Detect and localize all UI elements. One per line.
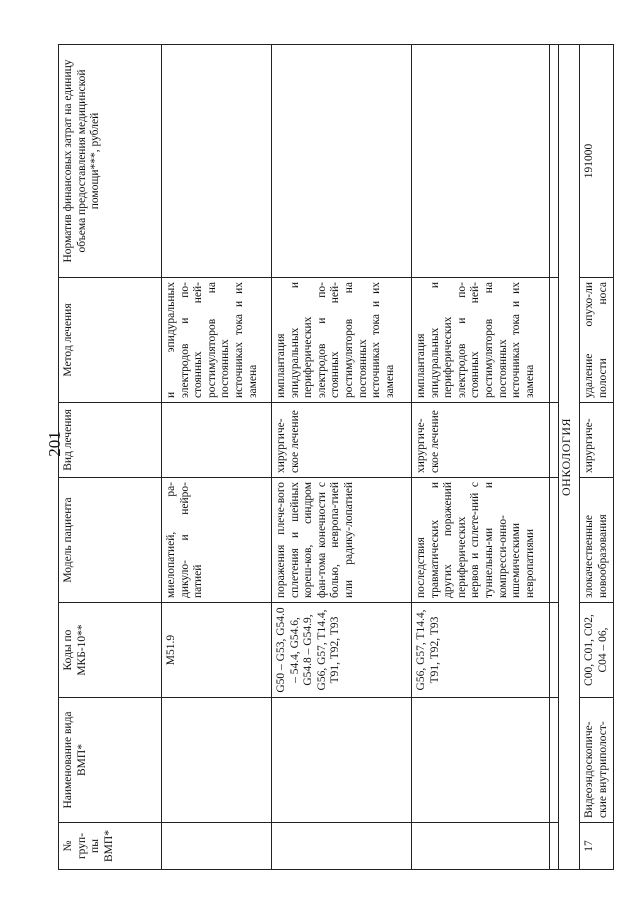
treatment-type-cell: хирургиче-ское лечение <box>272 403 412 478</box>
codes-cell: G50 – G53, G54.0 – 54.4, G54.6, G54.8 – G54.9, G56, G57, T14.4, T91, T92, T93 <box>272 603 412 698</box>
treatment-type-cell: хирургиче- <box>580 403 614 478</box>
group-cell: 17 <box>580 823 614 870</box>
page-number: 201 <box>45 431 64 457</box>
vmp-table <box>58 44 614 870</box>
header-group: № груп-пы ВМП* <box>59 823 162 870</box>
spacer-row <box>550 45 559 870</box>
name-cell <box>162 698 272 823</box>
patient-model-cell: миелопатией, ра-дикуло- и нейро-патией <box>162 478 272 603</box>
section-title: ОНКОЛОГИЯ <box>559 45 580 870</box>
table-row <box>412 45 550 870</box>
table-row <box>162 45 272 870</box>
header-row <box>59 45 162 870</box>
group-cell <box>272 823 412 870</box>
name-cell <box>272 698 412 823</box>
group-cell <box>162 823 272 870</box>
header-treatment-type: Вид лечения <box>59 403 162 478</box>
patient-model-cell: поражения плече-вого сплетения и шейных кореш-ков, синдром фан-тома конечности с болью, невропа-тией или радику-лопатией <box>272 478 412 603</box>
header-name: Наименование вида ВМП* <box>59 698 162 823</box>
treatment-type-cell: хирургиче-ское лечение <box>412 403 550 478</box>
codes-cell: C00, C01, C02, C04 – 06, <box>580 603 614 698</box>
table-row <box>580 45 614 870</box>
name-cell: Видеоэндоскопиче-ские внутриполост- <box>580 698 614 823</box>
patient-model-cell: последствия травматических и других поражений периферических нервов и сплете-ний с туннельны-ми и компресси-онно-ишемическими невропатиями <box>412 478 550 603</box>
header-patient-model: Модель пациента <box>59 478 162 603</box>
method-cell: имплантация эпидуральных и периферических электродов и по-стоянных ней-ростимуляторов на постоянных источниках тока и их замена <box>412 278 550 403</box>
section-row <box>559 45 580 870</box>
codes-cell: M51.9 <box>162 603 272 698</box>
group-cell <box>412 823 550 870</box>
header-norm: Норматив финансовых затрат на единицу объема предоставления медицинской помощи***, рублей <box>59 45 162 278</box>
method-cell: и эпидуральных электродов и по-стоянных ней-ростимуляторов на постоянных источниках тока и их замена <box>162 278 272 403</box>
header-method: Метод лечения <box>59 278 162 403</box>
codes-cell: G56, G57, T14.4, T91, T92, T93 <box>412 603 550 698</box>
name-cell <box>412 698 550 823</box>
method-cell: имплантация эпидуральных и периферических электродов и по-стоянных ней-ростимуляторов на постоянных источниках тока и их замена <box>272 278 412 403</box>
table-row <box>272 45 412 870</box>
norm-cell <box>412 45 550 278</box>
norm-cell <box>272 45 412 278</box>
norm-cell: 191000 <box>580 45 614 278</box>
method-cell: удаление опухо-ли полости носа <box>580 278 614 403</box>
patient-model-cell: злокачественные новообразования <box>580 478 614 603</box>
header-codes: Коды по МКБ-10** <box>59 603 162 698</box>
rotated-table-sheet <box>58 45 609 870</box>
treatment-type-cell <box>162 403 272 478</box>
norm-cell <box>162 45 272 278</box>
